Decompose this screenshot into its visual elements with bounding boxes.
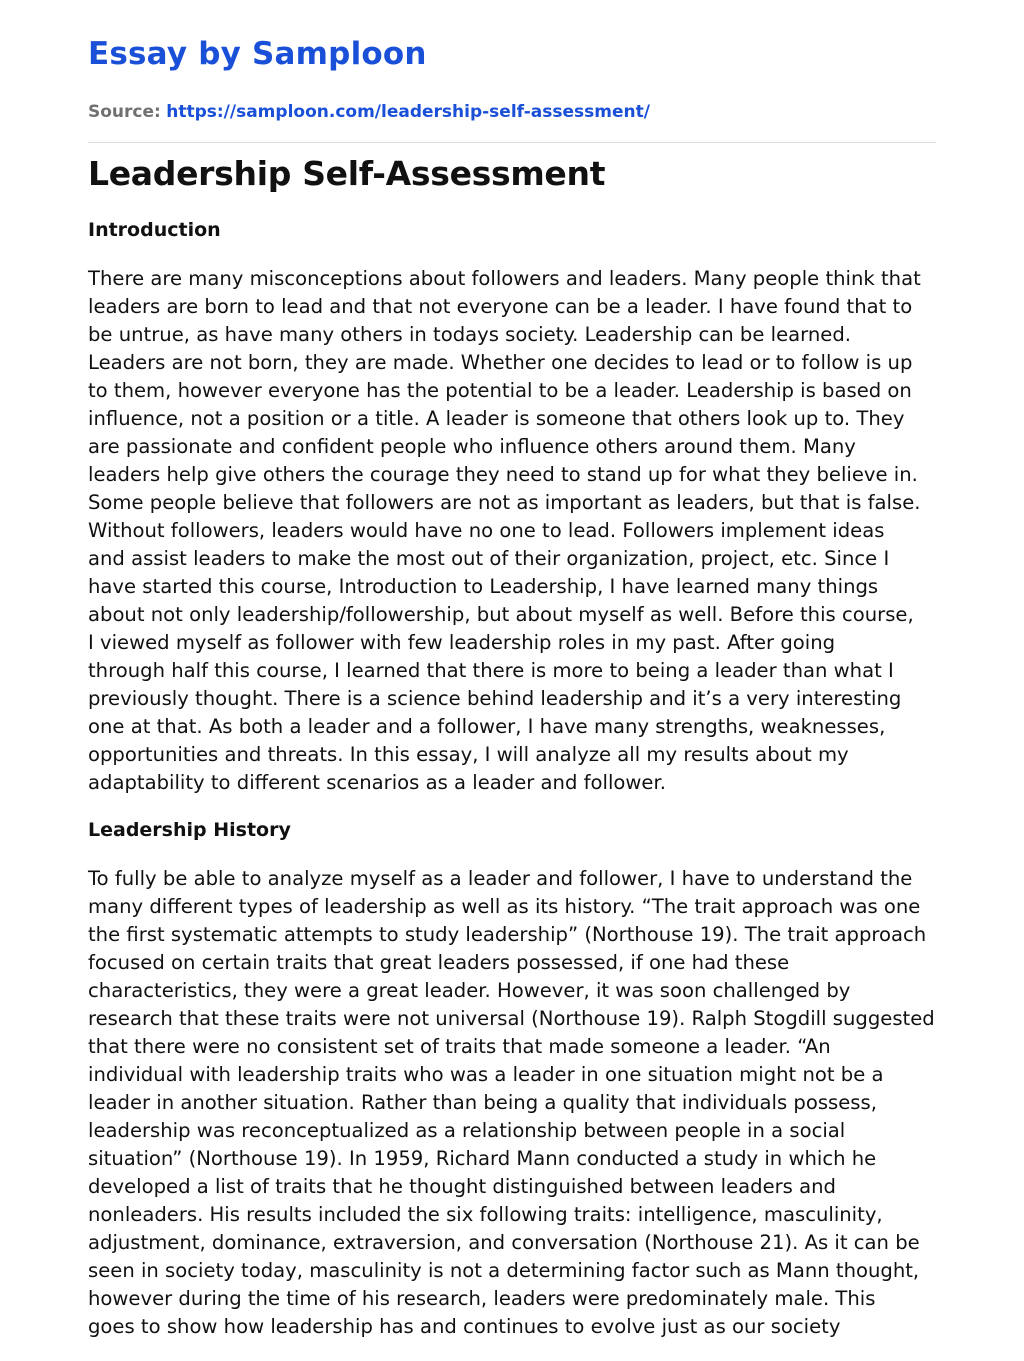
paragraph-line: and assist leaders to make the most out of their organization, project, etc. Since I: [88, 547, 890, 570]
paragraph-line: nonleaders. His results included the six following traits: intelligence, masculinity,: [88, 1203, 883, 1226]
paragraph-line: There are many misconceptions about followers and leaders. Many people think that: [88, 267, 921, 290]
paragraph-line: To fully be able to analyze myself as a leader and follower, I have to understand the: [88, 867, 913, 890]
paragraph-line: characteristics, they were a great leader. However, it was soon challenged by: [88, 979, 851, 1002]
paragraph-line: goes to show how leadership has and continues to evolve just as our society: [88, 1315, 841, 1338]
paragraph-line: seen in society today, masculinity is not a determining factor such as Mann thought,: [88, 1259, 920, 1282]
paragraph-line: developed a list of traits that he thought distinguished between leaders and: [88, 1175, 836, 1198]
paragraph-line: leaders are born to lead and that not everyone can be a leader. I have found that to: [88, 295, 913, 318]
paragraph-line: Some people believe that followers are not as important as leaders, but that is false.: [88, 491, 921, 514]
paragraph-line: one at that. As both a leader and a follower, I have many strengths, weaknesses,: [88, 715, 886, 738]
section-heading-leadership-history: Leadership History: [88, 819, 291, 841]
introduction-paragraph: [88, 265, 936, 797]
paragraph-line: situation” (Northouse 19). In 1959, Richard Mann conducted a study in which he: [88, 1147, 877, 1170]
source-link[interactable]: https://samploon.com/leadership-self-assessment/: [166, 102, 650, 122]
paragraph-line: be untrue, as have many others in todays society. Leadership can be learned.: [88, 323, 852, 346]
paragraph-line: previously thought. There is a science behind leadership and it’s a very interesting: [88, 687, 902, 710]
section-heading-introduction: Introduction: [88, 219, 221, 241]
paragraph-line: adaptability to different scenarios as a leader and follower.: [88, 771, 666, 794]
paragraph-line: adjustment, dominance, extraversion, and conversation (Northouse 21). As it can be: [88, 1231, 920, 1254]
paragraph-line: leaders help give others the courage they need to stand up for what they believe in.: [88, 463, 918, 486]
paragraph-line: leader in another situation. Rather than being a quality that individuals possess,: [88, 1091, 877, 1114]
paragraph-line: through half this course, I learned that there is more to being a leader than what I: [88, 659, 894, 682]
header-divider: [88, 142, 936, 143]
site-brand-title[interactable]: Essay by Samploon: [88, 36, 427, 72]
paragraph-line: however during the time of his research, leaders were predominately male. This: [88, 1287, 876, 1310]
essay-title: Leadership Self-Assessment: [88, 154, 606, 193]
paragraph-line: to them, however everyone has the potential to be a leader. Leadership is based on: [88, 379, 912, 402]
paragraph-line: I viewed myself as follower with few leadership roles in my past. After going: [88, 631, 836, 654]
paragraph-line: have started this course, Introduction to Leadership, I have learned many things: [88, 575, 879, 598]
paragraph-line: about not only leadership/followership, but about myself as well. Before this course,: [88, 603, 914, 626]
leadership-history-paragraph: [88, 865, 936, 1341]
paragraph-line: opportunities and threats. In this essay, I will analyze all my results about my: [88, 743, 849, 766]
paragraph-line: Leaders are not born, they are made. Whether one decides to lead or to follow is up: [88, 351, 913, 374]
paragraph-line: the first systematic attempts to study leadership” (Northouse 19). The trait approach: [88, 923, 927, 946]
paragraph-line: research that these traits were not universal (Northouse 19). Ralph Stogdill suggested: [88, 1007, 935, 1030]
paragraph-line: focused on certain traits that great leaders possessed, if one had these: [88, 951, 790, 974]
paragraph-line: leadership was reconceptualized as a relationship between people in a social: [88, 1119, 846, 1142]
paragraph-line: many different types of leadership as well as its history. “The trait approach was one: [88, 895, 921, 918]
paragraph-line: that there were no consistent set of traits that made someone a leader. “An: [88, 1035, 831, 1058]
paragraph-line: influence, not a position or a title. A leader is someone that others look up to. They: [88, 407, 905, 430]
source-line: [88, 102, 650, 122]
source-label: Source:: [88, 102, 161, 122]
paragraph-line: Without followers, leaders would have no one to lead. Followers implement ideas: [88, 519, 885, 542]
paragraph-line: are passionate and confident people who influence others around them. Many: [88, 435, 856, 458]
paragraph-line: individual with leadership traits who was a leader in one situation might not be a: [88, 1063, 884, 1086]
